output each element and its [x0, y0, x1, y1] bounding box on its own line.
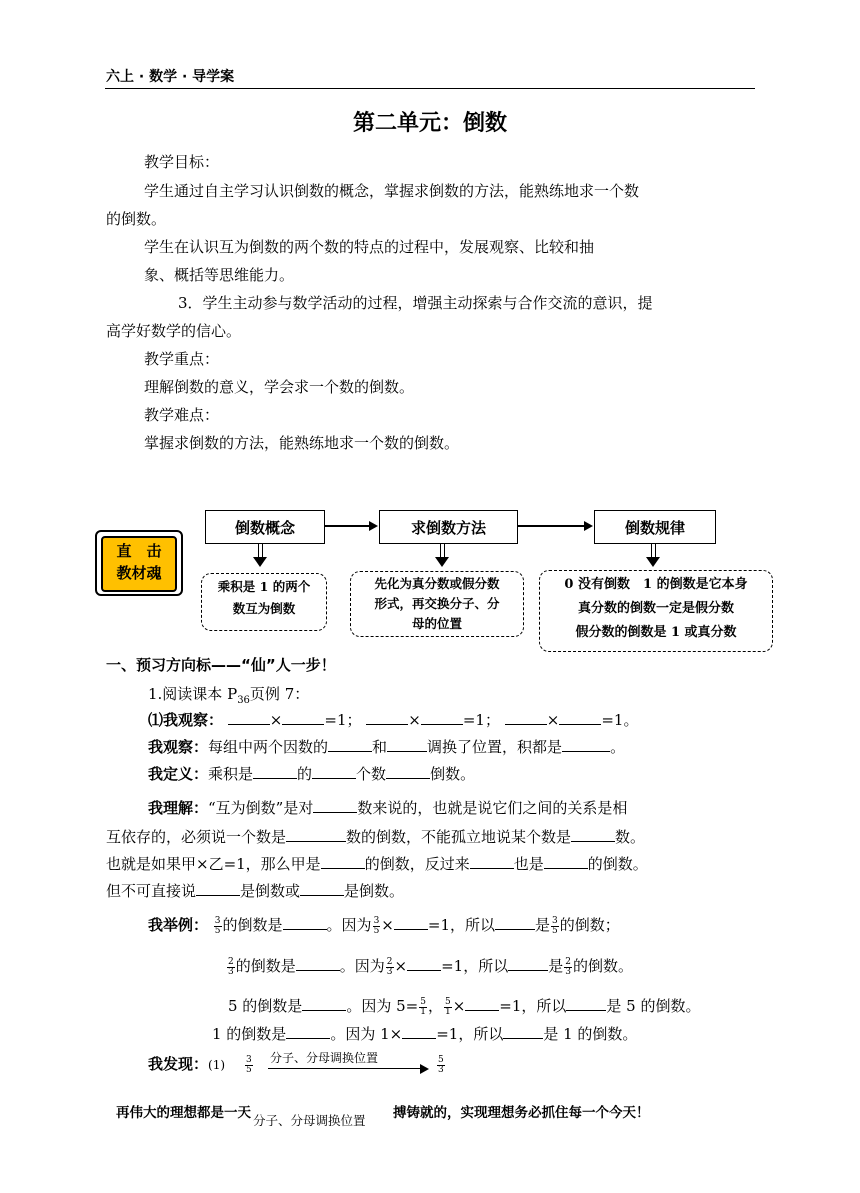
note-rules	[539, 570, 773, 652]
define-text: 倒数。	[430, 765, 476, 783]
understand-label: 我理解：	[148, 799, 209, 817]
understand-text: 的倒数，反过来	[364, 855, 470, 873]
example-text: ，	[427, 997, 443, 1015]
observe2-line	[148, 736, 625, 757]
badge-outer	[95, 530, 183, 596]
blank[interactable]	[312, 764, 356, 779]
footer-motto	[116, 1101, 650, 1128]
frac-num: 2	[565, 956, 571, 967]
blank[interactable]	[571, 827, 615, 842]
fraction-2-3	[386, 958, 394, 977]
down-arrow-1-head	[253, 557, 267, 567]
footer-overlay-text: 分子、分母调换位置	[253, 1113, 366, 1128]
read-instruction	[148, 683, 309, 706]
frac-num: 3	[373, 915, 380, 926]
frac-num: 5	[438, 1055, 444, 1065]
swap-arrow-head	[420, 1064, 429, 1074]
define-label: 我定义：	[148, 765, 209, 783]
note-rules-line2: 真分数的倒数一定是假分数	[577, 601, 734, 616]
difficulty-label: 教学难点：	[144, 406, 220, 424]
fraction-2-3	[564, 958, 572, 977]
note-definition-line1: 乘积是 1 的两个	[217, 579, 311, 594]
note-definition	[201, 573, 327, 631]
frac-den: 3	[438, 1065, 444, 1075]
understand-text: 是倒数或	[240, 882, 301, 900]
frac-num: 3	[214, 915, 221, 926]
swap-arrow-label: 分子、分母调换位置	[270, 1051, 379, 1065]
example-line2	[226, 955, 633, 977]
frac-den: 3	[228, 966, 234, 977]
objective-3-line2: 高学好数学的信心。	[106, 322, 242, 340]
example-line1	[148, 914, 620, 936]
observe2-text: 和	[372, 738, 388, 756]
blank[interactable]	[465, 996, 499, 1011]
concept-box-rules: 倒数规律	[594, 510, 716, 544]
fraction-5-1	[444, 998, 452, 1017]
frac-num: 5	[420, 996, 426, 1007]
understand-text: 但不可直接说	[106, 882, 197, 900]
understand-line1	[148, 797, 627, 818]
fraction-5-3	[437, 1056, 445, 1075]
note-method-line1: 先化为真分数或假分数	[374, 576, 500, 591]
frac-den: 5	[246, 1065, 252, 1075]
arrow-1-head	[369, 521, 378, 531]
blank[interactable]	[296, 956, 340, 971]
header-title: 六上 · 数学 · 导学案	[106, 69, 235, 85]
frac-den: 5	[214, 925, 221, 936]
understand-text: 数的倒数，不能孤立地说某个数是	[346, 828, 572, 846]
badge-inner	[101, 536, 177, 592]
understand-line4	[106, 880, 404, 901]
page-title: 第二单元：倒数	[352, 111, 507, 136]
frac-num: 2	[228, 956, 234, 967]
example-text: 是 5 的倒数。	[606, 997, 701, 1015]
discover-label: 我发现：	[148, 1055, 209, 1073]
understand-text: 数来说的，也就是说它们之间的关系是相	[357, 799, 628, 817]
key-point-label: 教学重点：	[144, 350, 220, 368]
badge-line1: 直 击	[116, 542, 162, 560]
example-text: ×	[452, 997, 466, 1015]
observe-line	[148, 709, 638, 730]
down-arrow-3-shaft	[651, 543, 656, 557]
equals-one: =1；	[324, 711, 362, 729]
note-definition-line2: 数互为倒数	[232, 601, 296, 616]
blank[interactable]	[407, 956, 441, 971]
example-text: 。因为 1×	[330, 1025, 403, 1043]
key-point-text: 理解倒数的意义，学会求一个数的倒数。	[144, 378, 415, 396]
blank[interactable]	[562, 737, 610, 752]
example-text: 是 1 的倒数。	[543, 1025, 638, 1043]
discover-number: (1)	[208, 1058, 226, 1072]
observe2-text: 调换了位置，积都是	[427, 738, 563, 756]
example-text: 是	[548, 957, 564, 975]
discover-line	[148, 1053, 225, 1074]
blank[interactable]	[566, 996, 606, 1011]
section-heading: 一、预习方向标——“仙”人一步！	[106, 656, 336, 674]
observe2-text: 。	[610, 738, 626, 756]
blank[interactable]	[328, 737, 372, 752]
example-text: =1，所以	[441, 957, 509, 975]
understand-line3	[106, 853, 648, 874]
read-page-sub: 36	[237, 695, 250, 706]
note-rules-line1: 0 没有倒数 1 的倒数是它本身	[564, 577, 748, 592]
example-text: =1，所以	[427, 916, 495, 934]
down-arrow-2-shaft	[440, 543, 445, 557]
example-text: 5 的倒数是	[228, 997, 303, 1015]
down-arrow-2-head	[435, 557, 449, 567]
blank[interactable]	[366, 710, 408, 725]
example-line3	[228, 995, 700, 1017]
blank[interactable]	[286, 827, 346, 842]
note-method	[350, 571, 524, 637]
frac-num: 2	[386, 956, 393, 967]
define-line	[148, 763, 475, 784]
understand-text: 也就是如果甲×乙=1，那么甲是	[106, 855, 321, 873]
equals-one: =1；	[462, 711, 500, 729]
frac-num: 5	[444, 996, 451, 1007]
blank[interactable]	[470, 854, 514, 869]
define-text: 的	[297, 765, 313, 783]
note-rules-line3: 假分数的倒数是 1 或真分数	[575, 625, 737, 640]
blank[interactable]	[228, 710, 270, 725]
define-text: 乘积是	[208, 765, 254, 783]
down-arrow-3-head	[646, 557, 660, 567]
observe-label: ⑴我观察：	[148, 711, 224, 729]
example-text: 的倒数是	[222, 916, 283, 934]
fraction-3-5	[214, 917, 222, 936]
objectives-label: 教学目标：	[144, 153, 220, 171]
example-text: 。因为	[326, 916, 372, 934]
understand-text: 是倒数。	[344, 882, 405, 900]
blank[interactable]	[495, 915, 535, 930]
objective-3-line1: 3．学生主动参与数学活动的过程，增强主动探索与合作交流的意识，提	[178, 294, 653, 312]
frac-num: 3	[246, 1055, 252, 1065]
header-rule	[105, 88, 755, 89]
example-text: 1 的倒数是	[212, 1025, 287, 1043]
objective-2-line2: 象、概括等思维能力。	[144, 266, 295, 284]
footer-motto-part2: 搏铸就的，实现理想务必抓住每一个今天！	[393, 1105, 650, 1121]
understand-text: 互依存的，必须说一个数是	[106, 828, 287, 846]
example-text: =1，所以	[499, 997, 567, 1015]
concept-box-method: 求倒数方法	[379, 510, 518, 544]
example-text: =1，所以	[436, 1025, 504, 1043]
down-arrow-1-shaft	[258, 543, 263, 557]
blank[interactable]	[421, 710, 463, 725]
blank[interactable]	[283, 915, 327, 930]
objective-1-line1: 学生通过自主学习认识倒数的概念，掌握求倒数的方法，能熟练地求一个数	[144, 182, 640, 200]
equals-one: =1。	[601, 711, 639, 729]
blank[interactable]	[387, 737, 427, 752]
concept-box-reciprocal-concept: 倒数概念	[205, 510, 325, 544]
fraction-3-5	[551, 917, 559, 936]
observe2-text: 每组中两个因数的	[208, 738, 329, 756]
understand-text: 的倒数。	[587, 855, 648, 873]
frac-num: 3	[552, 915, 558, 926]
times-sign: ×	[546, 711, 560, 729]
blank[interactable]	[402, 1024, 436, 1039]
blank[interactable]	[508, 956, 548, 971]
blank[interactable]	[302, 996, 346, 1011]
frac-den: 1	[420, 1006, 426, 1017]
understand-line2	[106, 826, 645, 847]
fraction-2-3	[227, 958, 235, 977]
frac-den: 3	[386, 966, 393, 977]
badge-line2: 教材魂	[116, 564, 162, 582]
define-text: 个数	[356, 765, 387, 783]
example-text: ×	[381, 916, 394, 934]
arrow-1-line	[325, 525, 369, 527]
times-sign: ×	[408, 711, 421, 729]
read-text: 1.阅读课本 P	[148, 685, 238, 703]
arrow-2-head	[584, 521, 593, 531]
frac-den: 5	[552, 925, 558, 936]
blank[interactable]	[321, 854, 365, 869]
example-text: 的倒数；	[559, 916, 620, 934]
read-tail: 页例 7：	[249, 685, 310, 703]
fraction-5-1	[419, 998, 427, 1017]
swap-arrow-line	[268, 1068, 420, 1069]
frac-den: 5	[373, 925, 380, 936]
blank[interactable]	[313, 798, 357, 813]
example-line4	[212, 1023, 637, 1044]
example-text: ×	[394, 957, 408, 975]
example-text: 的倒数。	[572, 957, 633, 975]
frac-den: 3	[565, 966, 571, 977]
blank[interactable]	[253, 764, 297, 779]
blank[interactable]	[300, 881, 344, 896]
example-text: 。因为	[339, 957, 385, 975]
example-text: 。因为 5=	[346, 997, 419, 1015]
note-method-line3: 母的位置	[411, 616, 462, 631]
difficulty-text: 掌握求倒数的方法，能熟练地求一个数的倒数。	[144, 434, 460, 452]
blank[interactable]	[282, 710, 324, 725]
blank[interactable]	[394, 915, 428, 930]
blank[interactable]	[286, 1024, 330, 1039]
understand-text: 也是	[513, 855, 544, 873]
understand-text: 数。	[615, 828, 646, 846]
example-label: 我举例：	[148, 916, 209, 934]
objective-1-line2: 的倒数。	[106, 210, 167, 228]
blank[interactable]	[559, 710, 601, 725]
blank[interactable]	[544, 854, 588, 869]
objective-2-line1: 学生在认识互为倒数的两个数的特点的过程中，发展观察、比较和抽	[144, 238, 595, 256]
example-text: 的倒数是	[235, 957, 296, 975]
understand-text: “互为倒数”是对	[208, 799, 314, 817]
fraction-3-5	[245, 1056, 253, 1075]
note-method-line2: 形式，再交换分子、分	[374, 596, 500, 611]
blank[interactable]	[196, 881, 240, 896]
arrow-2-line	[518, 525, 584, 527]
observe2-label: 我观察：	[148, 738, 209, 756]
example-text: 是	[535, 916, 551, 934]
times-sign: ×	[269, 711, 283, 729]
fraction-3-5	[373, 917, 381, 936]
frac-den: 1	[444, 1006, 451, 1017]
blank[interactable]	[505, 710, 547, 725]
blank[interactable]	[503, 1024, 543, 1039]
footer-motto-part1: 再伟大的理想都是一天	[116, 1105, 251, 1121]
blank[interactable]	[386, 764, 430, 779]
